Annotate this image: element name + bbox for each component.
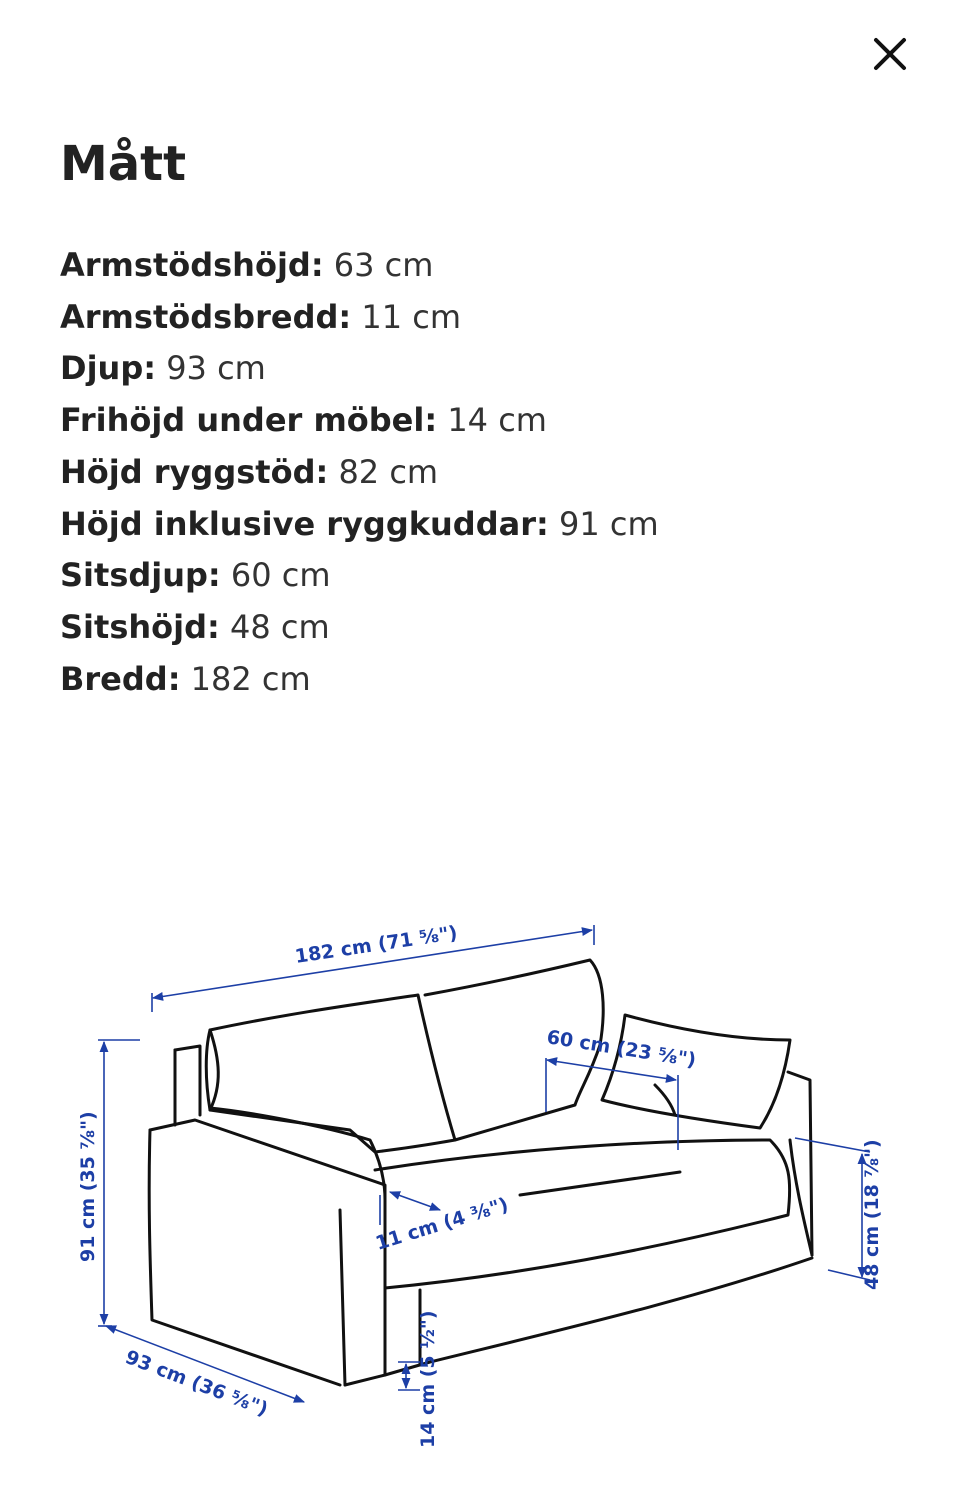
dimension-back-height [60, 447, 659, 499]
dimension-lines [98, 925, 870, 1402]
dimension-depth [60, 343, 659, 395]
dimension-value: 63 cm [323, 246, 434, 284]
dimension-seat-depth [60, 550, 659, 602]
dimension-value: 182 cm [180, 659, 311, 698]
dimension-clearance [60, 395, 659, 447]
dimension-label: Frihöjd under möbel: [60, 401, 438, 440]
close-icon [873, 37, 907, 71]
dimension-label: Bredd: [60, 659, 181, 698]
dimension-value: 60 cm [220, 556, 331, 595]
dimension-label: Armstödshöjd: [60, 246, 324, 284]
close-button[interactable] [866, 30, 914, 78]
page-title: Mått [60, 136, 187, 192]
dimension-value: 48 cm [219, 607, 330, 646]
dimension-value: 14 cm [437, 401, 547, 440]
dimension-label: Höjd ryggstöd: [60, 452, 329, 491]
dimension-list [60, 240, 659, 705]
dimension-armrest-width [60, 292, 659, 344]
depth-dimension-label: 93 cm (36 ⅝") [122, 1346, 271, 1421]
dimension-value: 11 cm [351, 297, 461, 336]
dimension-label: Sitshöjd: [60, 607, 220, 646]
sofa-outline [149, 960, 812, 1385]
dimension-value: 93 cm [156, 349, 266, 388]
dimension-height-with-cushions [60, 499, 659, 551]
seat-depth-dimension-label: 60 cm (23 ⅝") [545, 1026, 698, 1072]
dimension-value: 82 cm [328, 452, 439, 491]
dimension-width [60, 654, 659, 706]
sofa-dimension-diagram [60, 900, 883, 1460]
clearance-dimension-label: 14 cm (5 ½") [417, 1310, 439, 1448]
dimension-value: 91 cm [548, 504, 659, 543]
dimension-label: Höjd inklusive ryggkuddar: [60, 504, 549, 543]
seat-height-dimension-label: 48 cm (18 ⅞") [861, 1139, 883, 1290]
dimension-seat-height [60, 602, 659, 654]
dimension-label: Armstödsbredd: [60, 297, 352, 336]
armrest-width-dimension-label: 11 cm (4 ⅜") [373, 1193, 511, 1255]
dimension-label: Djup: [60, 349, 157, 388]
width-dimension-label: 182 cm (71 ⅝") [293, 921, 459, 968]
total-height-dimension-label: 91 cm (35 ⅞") [77, 1111, 99, 1262]
dimension-armrest-height [60, 240, 659, 292]
dimension-label: Sitsdjup: [60, 556, 221, 595]
